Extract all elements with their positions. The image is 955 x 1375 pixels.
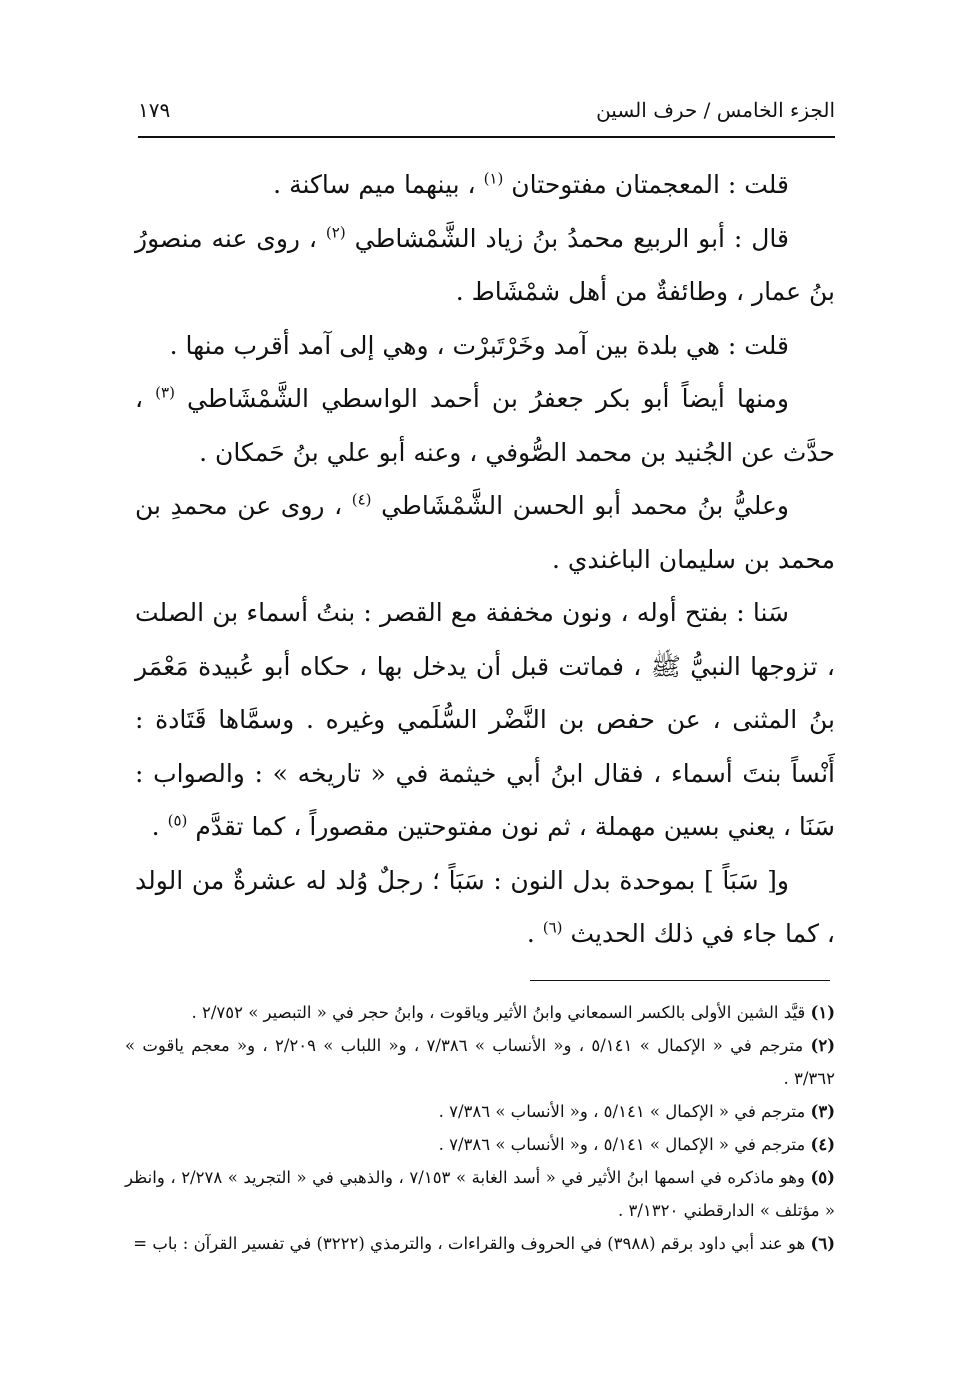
footnote-text: هو عند أبي داود برقم (٣٩٨٨) في الحروف والقراءات ، والترمذي (٣٢٢٢) في تفسير القرآن : باب =	[133, 1234, 806, 1253]
footnote-number: (٢)	[810, 1036, 836, 1055]
footnote	[125, 1227, 835, 1260]
paragraph-text: قال : أبو الربيع محمدُ بنُ زياد الشَّمْشاطي	[354, 223, 789, 253]
paragraph-text: ، روى عنه منصورُ بنُ عمار ، وطائفةٌ من أهل شمْشَاط .	[135, 223, 835, 306]
running-header	[138, 92, 835, 128]
footnote-text: مترجم في « الإكمال » ٥/١٤١ ، و« الأنساب » ٧/٣٨٦ .	[438, 1135, 806, 1154]
footnote-number: (٥)	[810, 1168, 835, 1187]
header-rule	[138, 136, 835, 138]
footnote-text: مترجم في « الإكمال » ٥/١٤١ ، و« الأنساب » ٧/٣٨٦ ، و« اللباب » ٢/٢٠٩ ، و« معجم ياقوت » ٣/٣٦٢ .	[125, 1036, 835, 1088]
footnote	[125, 996, 835, 1029]
footnote-ref[interactable]: (٥)	[167, 811, 188, 830]
page-number: ١٧٩	[138, 98, 171, 122]
footnote-number: (٣)	[810, 1102, 835, 1121]
paragraph-text: .	[526, 919, 543, 948]
footnote-number: (٦)	[810, 1234, 835, 1253]
paragraph-text: ، بينهما ميم ساكنة .	[273, 170, 484, 199]
main-text	[135, 158, 835, 961]
paragraph-3	[135, 319, 835, 373]
paragraph-text: .	[151, 812, 168, 841]
paragraph-5	[135, 479, 835, 586]
footnote-ref[interactable]: (٤)	[351, 490, 372, 509]
paragraph-text: ، روى عن محمدِ بن محمد بن سليمان الباغندي .	[135, 491, 835, 574]
running-title: الجزء الخامس / حرف السين	[596, 98, 835, 122]
paragraph-text: قلت : المعجمتان مفتوحتان	[511, 170, 789, 199]
footnote	[125, 1128, 835, 1161]
paragraph-7	[135, 854, 835, 961]
footnote-ref[interactable]: (٣)	[155, 383, 175, 402]
paragraph-text: و[ سَبَاً ] بموحدة بدل النون : سَبَاً ؛ رجلٌ وُلد له عشرةٌ من الولد ، كما جاء في ذلك الحديث	[135, 865, 835, 948]
paragraph-text: ومنها أيضاً أبو بكر جعفرُ بن أحمد الواسطي الشَّمْشَاطي	[187, 384, 790, 413]
footnote-text: وهو ماذكره في اسمها ابنُ الأثير في « أسد الغابة » ٧/١٥٣ ، والذهبي في « التجريد » ٢/٢٧٨ ، وانظر « مؤتلف » الدارقطني ٣/١٣٢٠ .	[125, 1168, 835, 1220]
paragraph-6	[135, 586, 835, 854]
footnote-ref[interactable]: (١)	[483, 169, 504, 188]
footnote-text: قيَّد الشين الأولى بالكسر السمعاني وابنُ الأثير وياقوت ، وابنُ حجر في « التبصير » ٢/٧٥٢ .	[191, 1003, 806, 1022]
paragraph-text: سَنا : بفتح أوله ، ونون مخففة مع القصر : بنتُ أسماء بن الصلت ، تزوجها النبيُّ ﷺ ، فماتت قبل أن يدخل بها ، حكاه أبو عُبيدة مَعْمَر بنُ المثنى ، عن حفص بن النَّضْر السُّلَمي وغيره . وسمَّاها قَتَادة : أَنْساً بنتَ أسماء ، فقال ابنُ أبي خيثمة في « تاريخه » : والصواب : سَنَا ، يعني بسين مهملة ، ثم نون مفتوحتين مقصوراً ، كما تقدَّم	[135, 598, 835, 841]
paragraph-2	[135, 212, 835, 319]
footnotes	[125, 996, 835, 1260]
footnote-ref[interactable]: (٢)	[325, 223, 346, 242]
paragraph-text: ، حدَّث عن الجُنيد بن محمد الصُّوفي ، وعنه أبو علي بنُ حَمكان .	[135, 384, 835, 467]
paragraph-4	[135, 372, 835, 479]
footnote	[125, 1095, 835, 1128]
footnote-number: (١)	[810, 1003, 835, 1022]
footnote-number: (٤)	[810, 1135, 835, 1154]
paragraph-text: قلت : هي بلدة بين آمد وخَرْتَبرْت ، وهي إلى آمد أقرب منها .	[169, 330, 789, 360]
paragraph-text: وعليُّ بنُ محمد أبو الحسن الشَّمْشَاطي	[381, 491, 789, 520]
paragraph-1	[135, 158, 835, 212]
footnote-text: مترجم في « الإكمال » ٥/١٤١ ، و« الأنساب » ٧/٣٨٦ .	[438, 1102, 806, 1121]
footnote	[125, 1029, 835, 1095]
footnote	[125, 1161, 835, 1227]
footnote-ref[interactable]: (٦)	[542, 918, 563, 937]
footnote-separator	[530, 980, 830, 981]
